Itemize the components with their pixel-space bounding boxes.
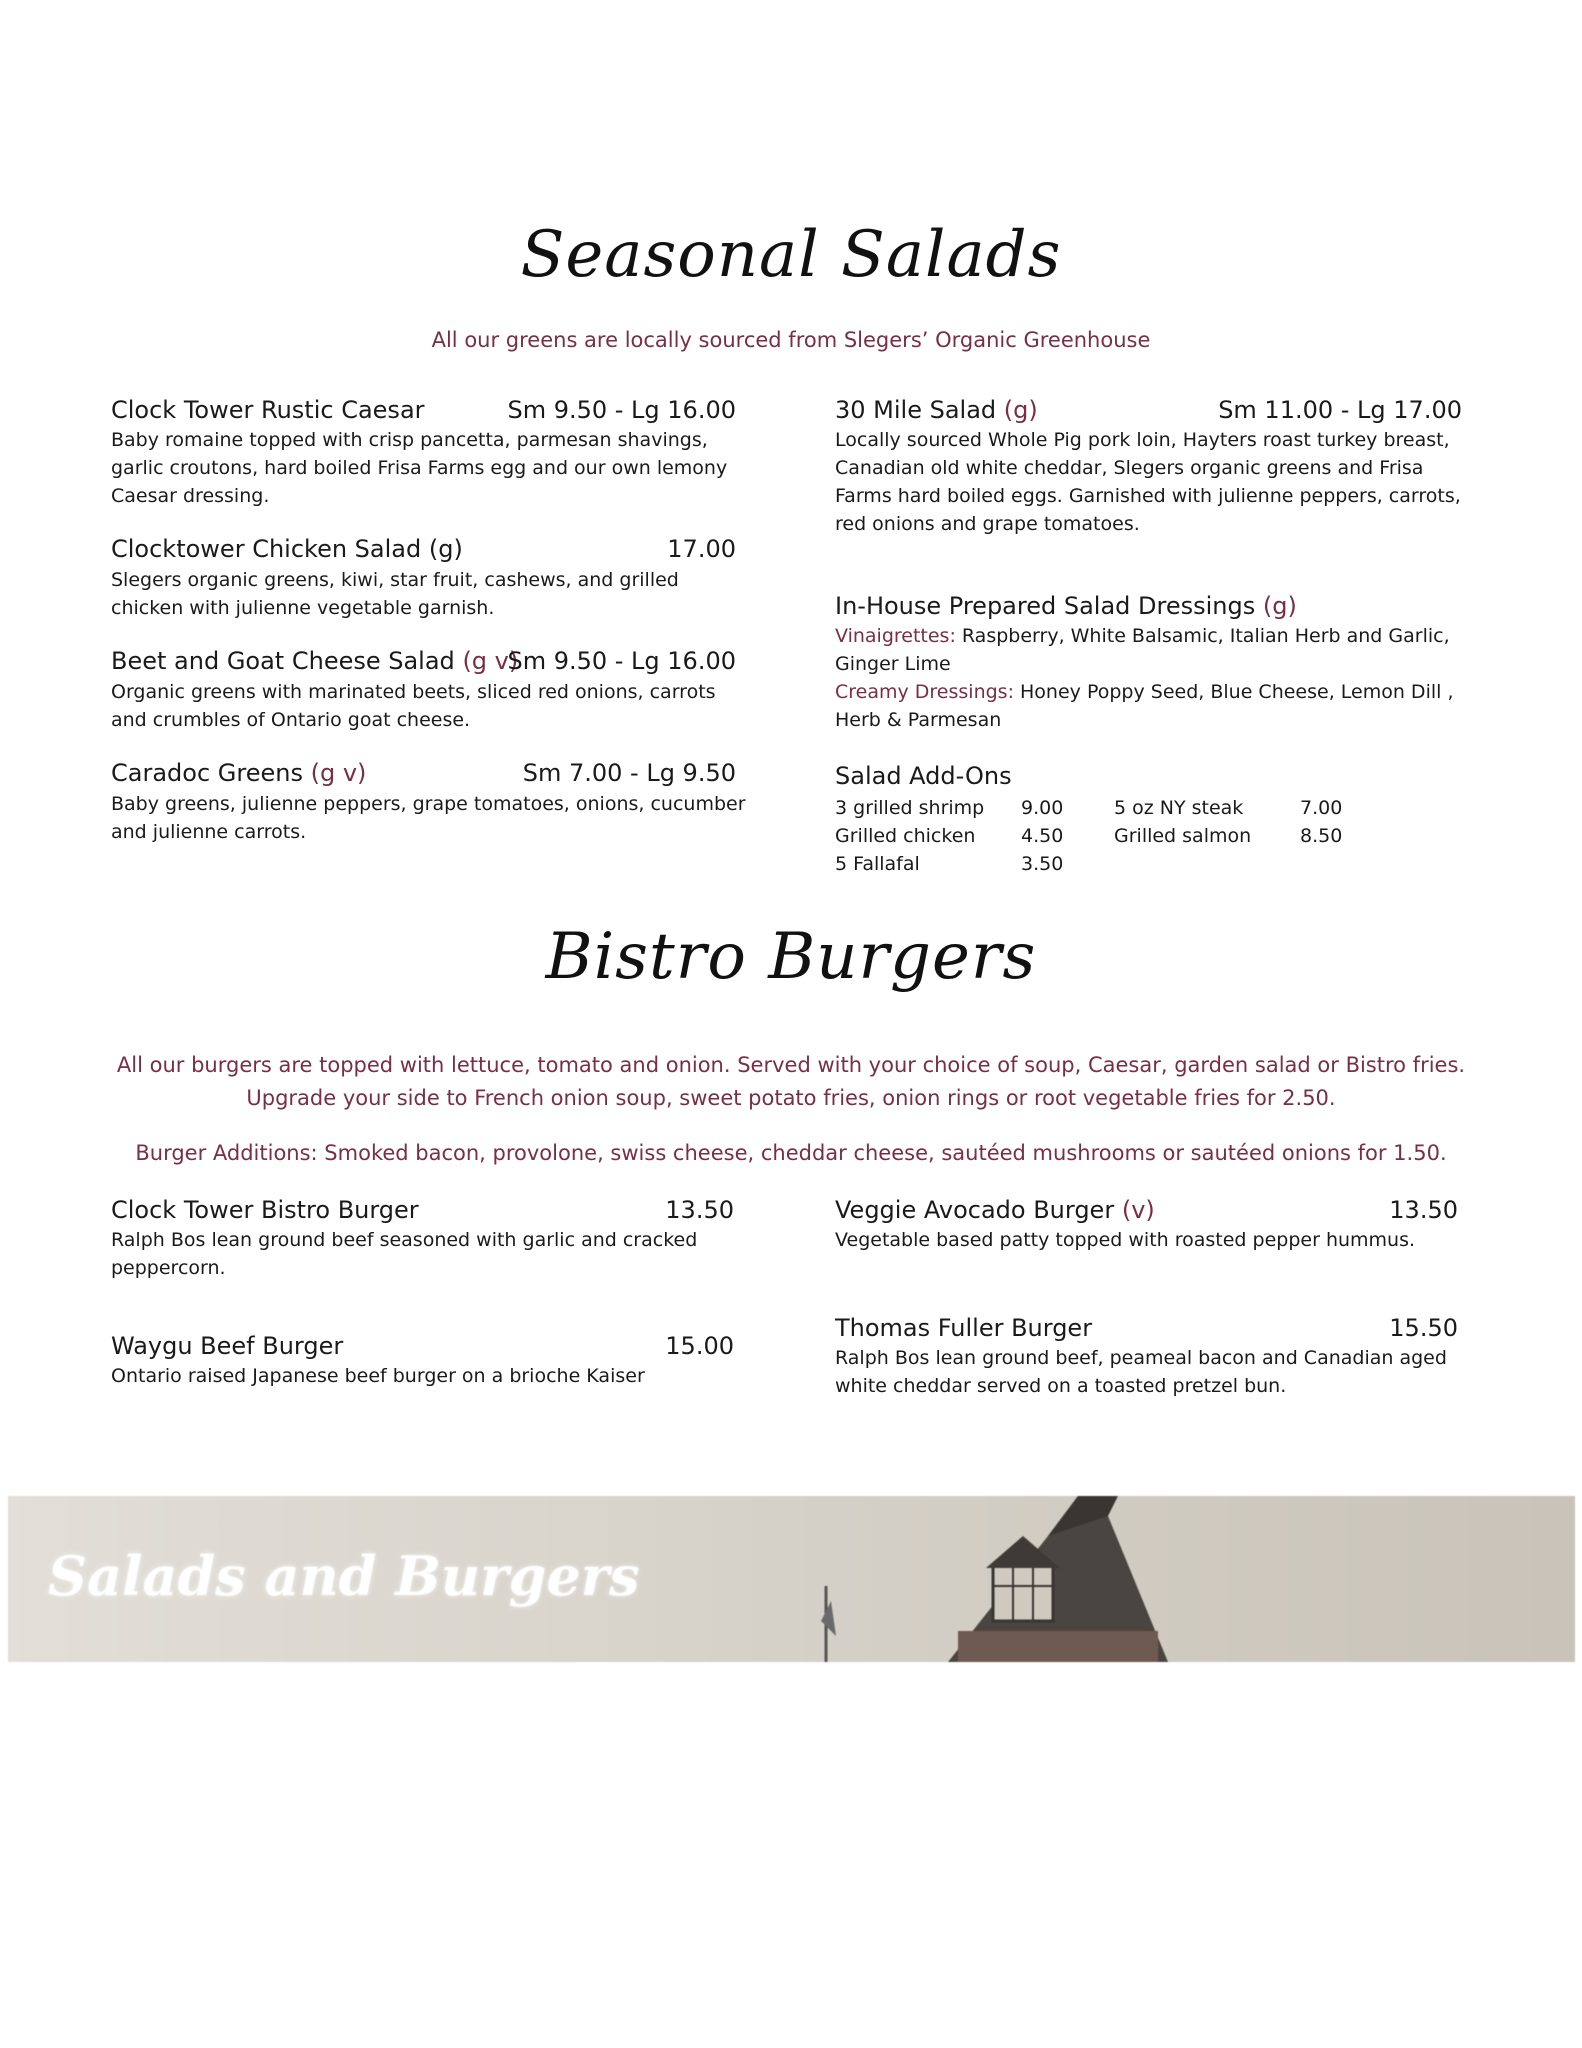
salads-title: Seasonal Salads <box>520 218 1062 292</box>
addon-name: Grilled chicken <box>835 825 976 847</box>
menu-item-name: Clocktower Chicken Salad (g) <box>111 535 463 563</box>
menu-item-price: 15.50 <box>1389 1314 1458 1342</box>
menu-item-price: 13.50 <box>665 1196 734 1224</box>
menu-item-tag: (g v) <box>310 759 367 787</box>
menu-item-name: Clock Tower Rustic Caesar <box>111 396 425 424</box>
vinaigrettes-list: Raspberry, White Balsamic, Italian Herb and Garlic, Ginger Lime <box>835 625 1450 675</box>
menu-item-description: Slegers organic greens, kiwi, star fruit, cashews, and grilled chicken with julienne vegetable garnish. <box>111 569 679 619</box>
menu-item-name: Clock Tower Bistro Burger <box>111 1196 419 1224</box>
addon-name: 3 grilled shrimp <box>835 797 985 819</box>
menu-item-name: Thomas Fuller Burger <box>835 1314 1093 1342</box>
menu-item-description: Ralph Bos lean ground beef seasoned with garlic and cracked peppercorn. <box>111 1229 698 1279</box>
menu-item-name: Veggie Avocado Burger (v) <box>835 1196 1155 1224</box>
menu-item-name: Beet and Goat Cheese Salad (g v) <box>111 647 519 675</box>
burger-additions-line: Burger Additions: Smoked bacon, provolone, swiss cheese, cheddar cheese, sautéed mushrooms or sautéed onions for 1.50. <box>135 1141 1447 1165</box>
menu-item-description: Vegetable based patty topped with roasted pepper hummus. <box>835 1229 1416 1251</box>
burgers-title: Bistro Burgers <box>545 920 1037 994</box>
addon-name: Grilled salmon <box>1114 825 1252 847</box>
menu-item-description: Ralph Bos lean ground beef, peameal bacon and Canadian aged white cheddar served on a toasted pretzel bun. <box>835 1347 1447 1397</box>
menu-item-description: Organic greens with marinated beets, sliced red onions, carrots and crumbles of Ontario goat cheese. <box>111 681 716 731</box>
vinaigrettes-label: Vinaigrettes: <box>835 625 956 647</box>
menu-item-price: 17.00 <box>667 535 736 563</box>
menu-item-description: Baby greens, julienne peppers, grape tomatoes, onions, cucumber and julienne carrots. <box>111 793 746 843</box>
vinaigrettes-line <box>835 622 1475 678</box>
footer-banner <box>8 1496 1575 1662</box>
menu-item-tag: (g v) <box>462 647 519 675</box>
addon-price: 4.50 <box>1021 825 1064 847</box>
menu-item-description: Baby romaine topped with crisp pancetta, parmesan shavings, garlic croutons, hard boiled Frisa Farms egg and our own lemony Caesar dressing. <box>111 429 728 507</box>
dressings-tag: (g) <box>1262 592 1297 620</box>
salads-subtitle: All our greens are locally sourced from Slegers’ Organic Greenhouse <box>431 328 1151 352</box>
menu-item-tag: (v) <box>1121 1196 1155 1224</box>
addons-heading: Salad Add-Ons <box>835 762 1012 790</box>
creamy-dressings-label: Creamy Dressings: <box>835 681 1014 703</box>
addon-name: 5 oz NY steak <box>1114 797 1244 819</box>
menu-item-tag: (g) <box>1003 396 1038 424</box>
menu-item-price: Sm 9.50 - Lg 16.00 <box>507 647 736 675</box>
creamy-dressings-list: Honey Poppy Seed, Blue Cheese, Lemon Dill , Herb & Parmesan <box>835 681 1454 731</box>
addon-price: 7.00 <box>1300 797 1343 819</box>
menu-item-price: Sm 11.00 - Lg 17.00 <box>1218 396 1462 424</box>
banner-title: Salads and Burgers <box>48 1544 640 1608</box>
menu-item-name: Waygu Beef Burger <box>111 1332 344 1360</box>
menu-item-name: Caradoc Greens (g v) <box>111 759 367 787</box>
addon-price: 8.50 <box>1300 825 1343 847</box>
menu-item-price: Sm 9.50 - Lg 16.00 <box>507 396 736 424</box>
menu-item-price: Sm 7.00 - Lg 9.50 <box>522 759 736 787</box>
addon-price: 9.00 <box>1021 797 1064 819</box>
menu-item-name: 30 Mile Salad (g) <box>835 396 1038 424</box>
menu-item-description: Locally sourced Whole Pig pork loin, Hayters roast turkey breast, Canadian old white cheddar, Slegers organic greens and Frisa Farms hard boiled eggs. Garnished with julienne peppers, carrots, red onions and grape tomatoes. <box>835 429 1461 535</box>
burgers-intro-line-2: Upgrade your side to French onion soup, sweet potato fries, onion rings or root vegetable fries for 2.50. <box>246 1086 1336 1110</box>
addon-price: 3.50 <box>1021 853 1064 875</box>
addon-name: 5 Fallafal <box>835 853 920 875</box>
menu-item-price: 13.50 <box>1389 1196 1458 1224</box>
burgers-intro-line-1: All our burgers are topped with lettuce, tomato and onion. Served with your choice of soup, Caesar, garden salad or Bistro fries. <box>116 1053 1466 1077</box>
creamy-dressings-line <box>835 678 1475 734</box>
dressings-heading: In-House Prepared Salad Dressings (g) <box>835 592 1297 620</box>
menu-item-price: 15.00 <box>665 1332 734 1360</box>
menu-item-description: Ontario raised Japanese beef burger on a brioche Kaiser <box>111 1365 645 1387</box>
